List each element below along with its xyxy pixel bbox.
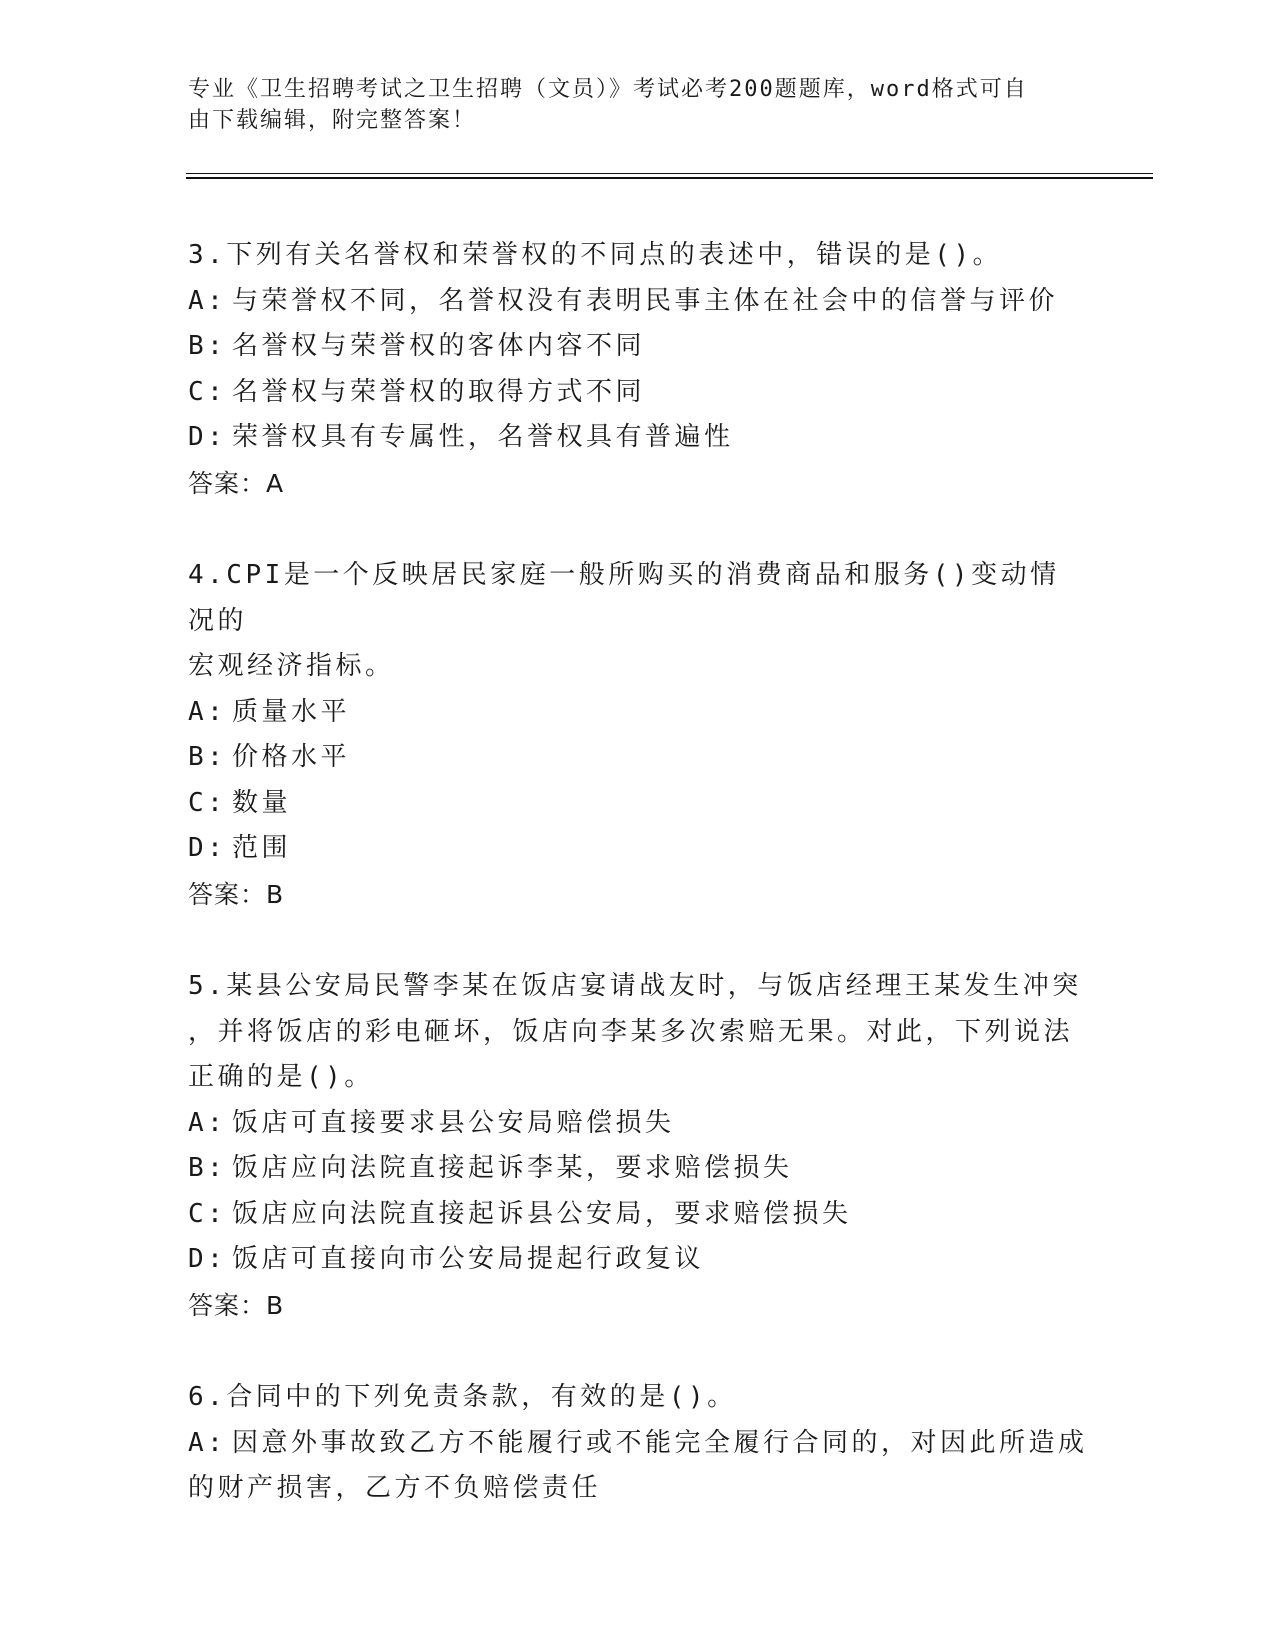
header-rule-thin <box>186 173 1153 174</box>
option-c <box>188 370 1088 416</box>
question-stem-continued: 宏观经济指标。 <box>188 651 395 681</box>
answer-label: 答案： <box>188 1290 267 1320</box>
answer-line <box>188 1283 1088 1329</box>
option-text: 数量 <box>232 787 292 818</box>
option-letter: D: <box>188 833 227 863</box>
option-letter: C: <box>188 376 227 407</box>
option-a <box>188 1101 1088 1147</box>
option-text-continued: 的财产损害，乙方不负赔偿责任 <box>188 1473 602 1503</box>
question-3 <box>188 233 1088 506</box>
option-letter: B: <box>188 1153 227 1183</box>
option-letter: D: <box>188 1244 227 1274</box>
option-b <box>188 324 1088 370</box>
answer-value: A <box>266 468 285 498</box>
question-stem-continued: 正确的是()。 <box>188 1062 374 1092</box>
answer-value: B <box>266 879 285 909</box>
header-line-2: 由下载编辑，附完整答案！ <box>188 108 477 133</box>
document-header <box>188 74 1068 136</box>
header-rule-thick <box>186 177 1153 179</box>
option-text: 与荣誉权不同，名誉权没有表明民事主体在社会中的信誉与评价 <box>232 285 1059 316</box>
option-b <box>188 735 1088 781</box>
option-text: 范围 <box>232 833 292 863</box>
option-text: 饭店应向法院直接起诉县公安局，要求赔偿损失 <box>232 1198 852 1229</box>
option-text: 饭店可直接要求县公安局赔偿损失 <box>232 1107 675 1138</box>
option-text: 质量水平 <box>232 696 351 727</box>
question-6 <box>188 1375 1088 1512</box>
option-d <box>188 826 1088 872</box>
option-letter: B: <box>188 331 227 361</box>
option-letter: B: <box>188 742 227 772</box>
option-text: 因意外事故致乙方不能履行或不能完全履行合同的，对因此所造成 <box>232 1427 1088 1458</box>
option-d <box>188 415 1088 461</box>
option-letter: C: <box>188 787 227 818</box>
question-stem: 6.合同中的下列免责条款，有效的是()。 <box>188 1382 737 1412</box>
question-4 <box>188 553 1088 917</box>
answer-line <box>188 461 1088 507</box>
option-text: 名誉权与荣誉权的取得方式不同 <box>232 376 646 407</box>
option-a <box>188 1421 1088 1467</box>
option-d <box>188 1237 1088 1283</box>
option-b <box>188 1146 1088 1192</box>
question-5 <box>188 964 1088 1328</box>
question-list <box>188 233 1088 1512</box>
option-text: 饭店应向法院直接起诉李某，要求赔偿损失 <box>232 1153 793 1183</box>
option-text: 价格水平 <box>232 742 351 772</box>
option-c <box>188 781 1088 827</box>
option-a <box>188 690 1088 736</box>
option-c <box>188 1192 1088 1238</box>
header-line-1: 专业《卫生招聘考试之卫生招聘（文员）》考试必考200题题库，word格式可自 <box>188 77 1028 102</box>
option-letter: A: <box>188 696 227 727</box>
option-text: 饭店可直接向市公安局提起行政复议 <box>232 1244 705 1274</box>
option-letter: C: <box>188 1198 227 1229</box>
answer-label: 答案： <box>188 468 267 498</box>
option-text: 名誉权与荣誉权的客体内容不同 <box>232 331 646 361</box>
option-letter: A: <box>188 1107 227 1138</box>
option-a <box>188 279 1088 325</box>
answer-value: B <box>266 1290 285 1320</box>
question-stem: 4.CPI是一个反映居民家庭一般所购买的消费商品和服务()变动情况的 <box>188 560 1060 636</box>
option-text: 荣誉权具有专属性，名誉权具有普遍性 <box>232 422 734 452</box>
question-stem-continued: ，并将饭店的彩电砸坏，饭店向李某多次索赔无果。对此，下列说法 <box>188 1016 1074 1047</box>
answer-line <box>188 872 1088 918</box>
option-letter: A: <box>188 285 227 316</box>
option-letter: A: <box>188 1427 227 1458</box>
answer-label: 答案： <box>188 879 267 909</box>
question-stem: 3.下列有关名誉权和荣誉权的不同点的表述中，错误的是()。 <box>188 240 1003 270</box>
question-stem: 5.某县公安局民警李某在饭店宴请战友时，与饭店经理王某发生冲突 <box>188 971 1082 1001</box>
option-letter: D: <box>188 422 227 452</box>
